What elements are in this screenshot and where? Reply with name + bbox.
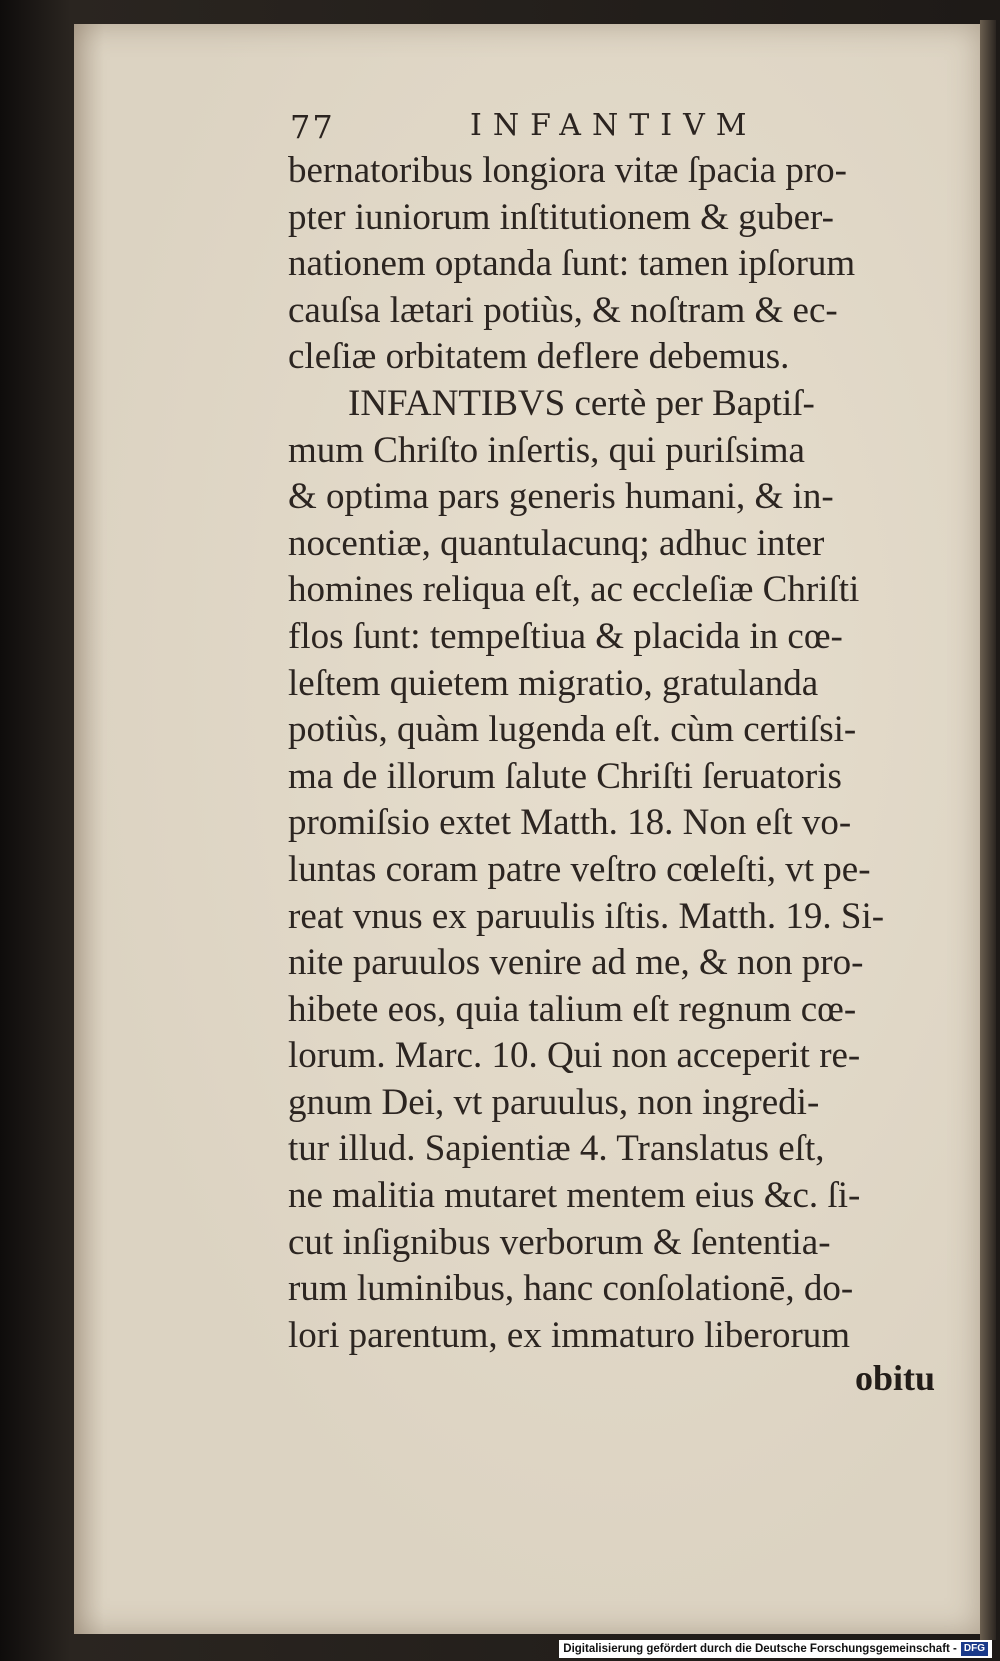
- text-line: nite paruulos venire ad me, & non pro-: [288, 942, 864, 984]
- text-line: pter iuniorum inſtitutionem & guber-: [288, 196, 834, 238]
- text-line: lorum. Marc. 10. Qui non acceperit re-: [288, 1035, 861, 1077]
- text-line: hibete eos, quia talium eſt regnum cœ-: [288, 988, 857, 1030]
- body-text: [288, 148, 948, 1359]
- text-line: ma de illorum ſalute Chriſti ſeruatoris: [288, 755, 842, 797]
- running-title: INFANTIVM: [470, 108, 758, 143]
- text-line: flos ſunt: tempeſtiua & placida in cœ-: [288, 615, 843, 657]
- paragraph-start-line: INFANTIBVS certè per Baptiſ-: [348, 382, 815, 424]
- text-line: rum luminibus, hanc conſolationē, do-: [288, 1268, 854, 1310]
- text-line: luntas coram patre veſtro cœleſti, vt pe-: [288, 848, 871, 890]
- page-edge: [980, 20, 996, 1640]
- text-line: ne malitia mutaret mentem eius &c. ſi-: [288, 1175, 861, 1217]
- text-line: cut inſignibus verborum & ſententia-: [288, 1221, 831, 1263]
- catchword: obitu: [855, 1358, 936, 1398]
- credit-text: Digitalisierung gefördert durch die Deutsche Forschungsgemeinschaft -: [563, 1643, 957, 1655]
- page-number: 77: [290, 108, 335, 146]
- text-line: homines reliqua eſt, ac eccleſiæ Chriſti: [288, 569, 860, 611]
- dfg-logo: DFG: [961, 1642, 988, 1656]
- text-line: & optima pars generis humani, & in-: [288, 476, 834, 518]
- text-line: bernatoribus longiora vitæ ſpacia pro-: [288, 150, 847, 191]
- text-line: potiùs, quàm lugenda eſt. cùm certiſsi-: [288, 709, 857, 751]
- text-line: reat vnus ex paruulis iſtis. Matth. 19. Si-: [288, 895, 885, 937]
- page-header: [290, 108, 910, 148]
- text-line: nocentiæ, quantulacunq; adhuc inter: [288, 522, 825, 564]
- text-line: lori parentum, ex immaturo liberorum: [288, 1314, 851, 1356]
- text-line: promiſsio extet Matth. 18. Non eſt vo-: [288, 802, 852, 844]
- text-line: gnum Dei, vt paruulus, non ingredi-: [288, 1081, 820, 1123]
- text-line: cauſsa lætari potiùs, & noſtram & ec-: [288, 289, 838, 331]
- text-line: mum Chriſto inſertis, qui puriſsima: [288, 429, 805, 471]
- digitization-credit: [559, 1640, 992, 1658]
- text-line: cleſiæ orbitatem deflere debemus.: [288, 336, 790, 378]
- text-line: tur illud. Sapientiæ 4. Translatus eſt,: [288, 1128, 825, 1170]
- text-line: nationem optanda ſunt: tamen ipſorum: [288, 243, 856, 285]
- text-line: leſtem quietem migratio, gratulanda: [288, 662, 819, 704]
